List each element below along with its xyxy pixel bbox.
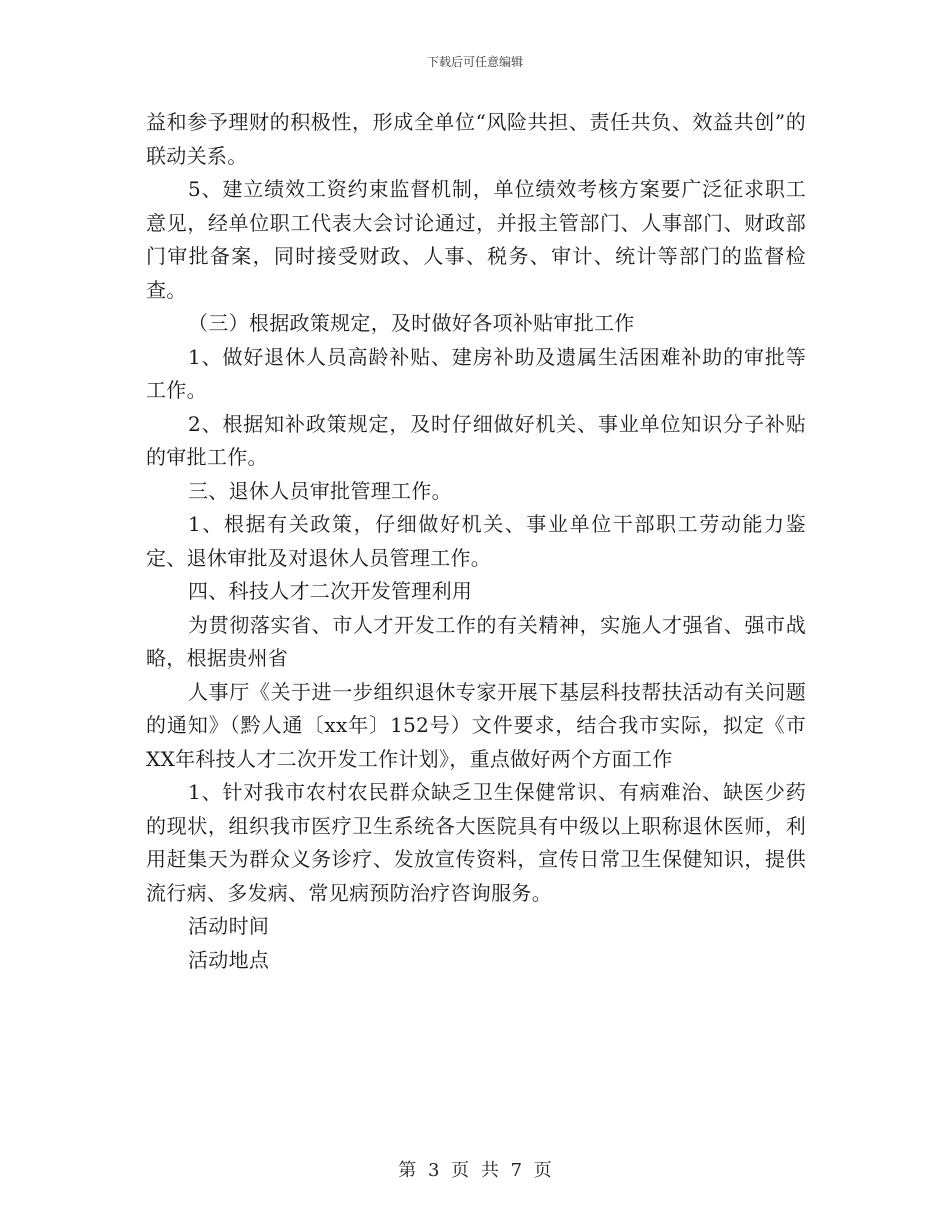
page-number: 第 3 页 共 7 页 <box>398 1160 552 1181</box>
page-header: 下载后可任意编辑 <box>426 55 523 69</box>
paragraph: 益和参予理财的积极性，形成全单位“风险共担、责任共负、效益共创”的联动关系。 <box>146 110 806 168</box>
paragraph: 2、根据知补政策规定，及时仔细做好机关、事业单位知识分子补贴的审批工作。 <box>146 411 806 469</box>
document-body <box>146 106 806 977</box>
paragraph: 活动地点 <box>188 947 270 972</box>
paragraph: 1、针对我市农村农民群众缺乏卫生保健常识、有病难治、缺医少药的现状，组织我市医疗卫生系统各大医院具有中级以上职称退休医师，利用赶集天为群众义务诊疗、发放宣传资料，宣传日常卫生保健知识，提供流行病、多发病、常见病预防治疗咨询服务。 <box>146 780 806 905</box>
paragraph: 1、做好退休人员高龄补贴、建房补助及遗属生活困难补助的审批等工作。 <box>146 344 806 402</box>
paragraph: 人事厅《关于进一步组织退休专家开展下基层科技帮扶活动有关问题的通知》（黔人通〔xx年〕152号）文件要求，结合我市实际，拟定《市XX年科技人才二次开发工作计划》，重点做好两个方面工作 <box>146 679 806 771</box>
paragraph: 1、根据有关政策，仔细做好机关、事业单位干部职工劳动能力鉴定、退休审批及对退休人员管理工作。 <box>146 512 806 570</box>
section-heading: 三、退休人员审批管理工作。 <box>188 478 452 503</box>
paragraph: 活动时间 <box>188 914 270 938</box>
paragraph: 为贯彻落实省、市人才开发工作的有关精神，实施人才强省、强市战略，根据贵州省 <box>146 612 806 670</box>
paragraph: 5、建立绩效工资约束监督机制，单位绩效考核方案要广泛征求职工意见，经单位职工代表大会讨论通过，并报主管部门、人事部门、财政部门审批备案，同时接受财政、人事、税务、审计、统计等部门的监督检查。 <box>146 177 806 302</box>
section-heading: 四、科技人才二次开发管理利用 <box>188 579 473 603</box>
section-heading: （三）根据政策规定，及时做好各项补贴审批工作 <box>188 311 635 335</box>
